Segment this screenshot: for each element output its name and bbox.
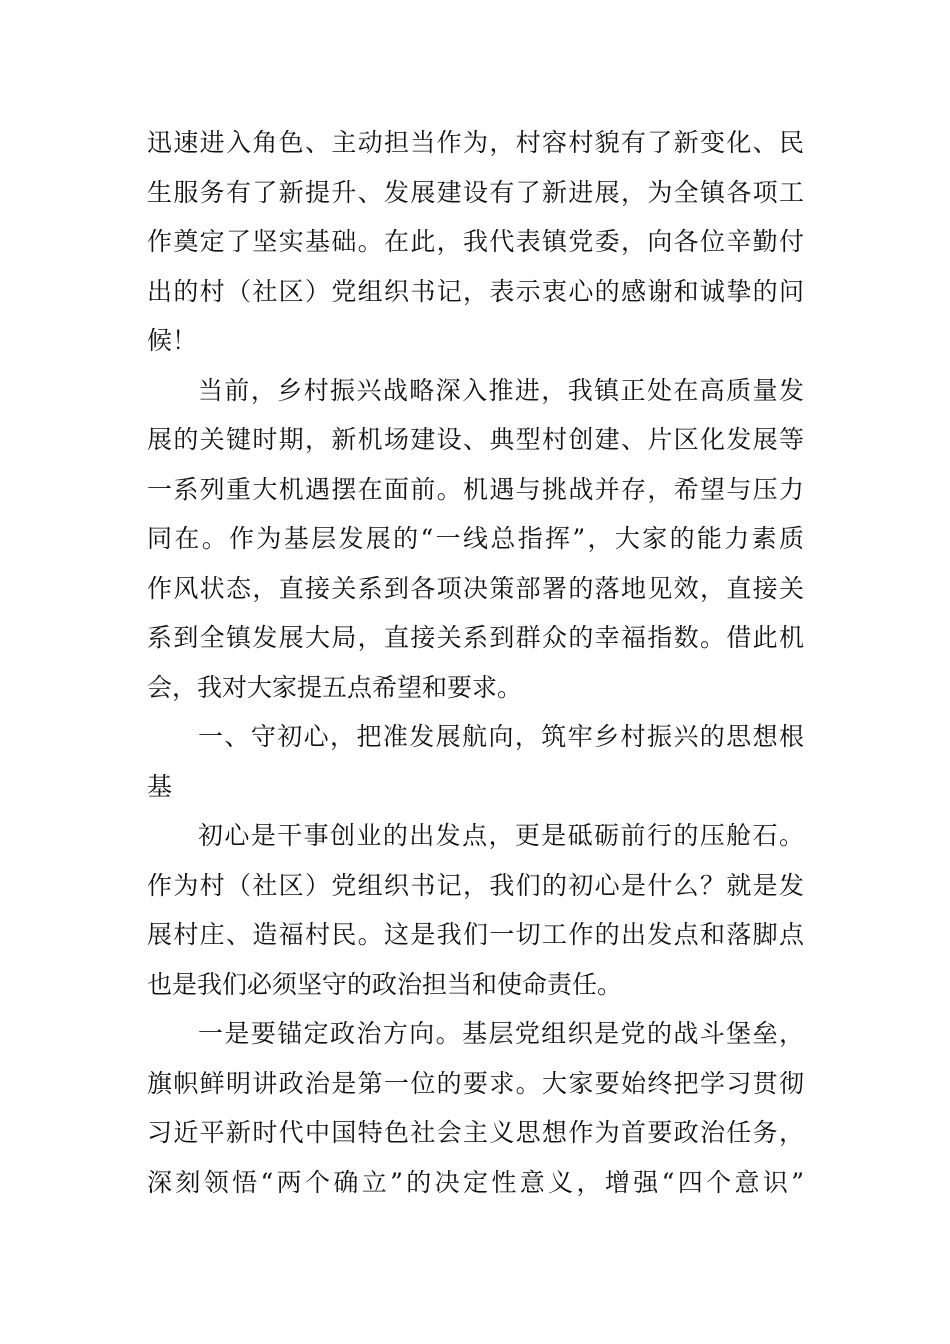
text-line: 展村庄、造福村民。这是我们一切工作的出发点和落脚点 [147,920,804,949]
paragraph [147,811,804,1009]
text-line: 一、守初心，把准发展航向，筑牢乡村振兴的思想根 [198,722,804,751]
text-line: 作奠定了坚实基础。在此，我代表镇党委，向各位辛勤付 [147,227,804,256]
text-line: 一系列重大机遇摆在面前。机遇与挑战并存，希望与压力 [147,474,804,504]
text-line: 基 [147,771,173,801]
text-line: 会，我对大家提五点希望和要求。 [147,672,523,702]
document-body [147,118,804,1207]
paragraph [147,1009,804,1207]
text-line: 深刻领悟“两个确立”的决定性意义，增强“四个意识” [147,1167,804,1197]
text-line: 展的关键时期，新机场建设、典型村创建、片区化发展等 [147,425,804,454]
text-line: 作为村（社区）党组织书记，我们的初心是什么？就是发 [147,870,804,900]
text-line: 生服务有了新提升、发展建设有了新进展，为全镇各项工 [147,177,804,207]
text-line: 候！ [147,326,198,355]
text-line: 同在。作为基层发展的“一线总指挥”，大家的能力素质 [147,524,804,553]
paragraph [147,366,804,713]
paragraph [147,118,804,366]
text-line: 系到全镇发展大局，直接关系到群众的幸福指数。借此机 [147,623,804,652]
text-line: 出的村（社区）党组织书记，表示衷心的感谢和诚挚的问 [147,276,804,306]
paragraph [147,712,804,811]
text-line: 作风状态，直接关系到各项决策部署的落地见效，直接关 [147,573,804,603]
text-line: 一是要锚定政治方向。基层党组织是党的战斗堡垒， [198,1019,804,1048]
text-line: 初心是干事创业的出发点，更是砥砺前行的压舱石。 [198,821,804,850]
text-line: 习近平新时代中国特色社会主义思想作为首要政治任务， [147,1118,804,1147]
text-line: 迅速进入角色、主动担当作为，村容村貌有了新变化、民 [147,128,804,157]
text-line: 当前，乡村振兴战略深入推进，我镇正处在高质量发 [198,375,804,405]
text-line: 也是我们必须坚守的政治担当和使命责任。 [147,969,623,999]
text-line: 旗帜鲜明讲政治是第一位的要求。大家要始终把学习贯彻 [147,1068,804,1098]
